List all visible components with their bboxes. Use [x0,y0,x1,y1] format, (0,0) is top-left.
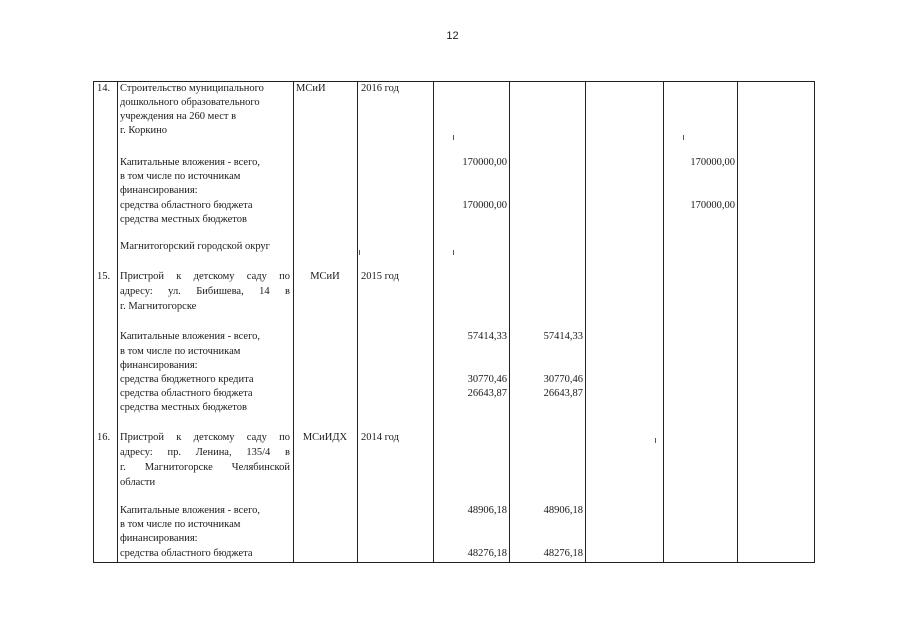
finance-label: в том числе по источникам [120,171,241,182]
year: 2016 год [361,83,399,94]
object-name-line: Пристрой к детскому саду по [120,271,290,282]
finance-label: финансирования: [120,360,198,371]
page-number: 12 [446,30,459,42]
scan-mark [359,250,360,255]
year: 2014 год [361,432,399,443]
finance-label: Капитальные вложения - всего, [120,505,260,516]
object-name-line: Пристрой к детскому саду по [120,432,290,443]
scan-mark [453,250,454,255]
finance-label: Капитальные вложения - всего, [120,157,260,168]
object-name-line: области [120,477,156,488]
object-name-line: г. Коркино [120,125,167,136]
col-rule [737,81,738,562]
finance-value: 26643,87 [543,388,583,399]
finance-value: 26643,87 [467,388,507,399]
scan-mark [453,135,454,140]
row-number: 14. [97,83,111,94]
section-heading: Магнитогорский городской округ [120,241,270,252]
col-rule [117,81,118,562]
finance-value: 48906,18 [467,505,507,516]
finance-label: в том числе по источникам [120,346,241,357]
finance-label: средства местных бюджетов [120,214,247,225]
finance-label: финансирования: [120,533,198,544]
object-name-line: г. Магнитогорске Челябинской [120,462,290,473]
table-bottom-rule [93,562,815,563]
object-name-line: Строительство муниципального [120,83,264,94]
finance-value: 170000,00 [462,157,507,168]
finance-value: 48276,18 [543,548,583,559]
finance-label: в том числе по источникам [120,519,241,530]
finance-label: финансирования: [120,185,198,196]
col-rule [293,81,294,562]
finance-value: 170000,00 [462,200,507,211]
object-name-line: учреждения на 260 мест в [120,111,237,122]
finance-label: средства областного бюджета [120,200,253,211]
finance-value: 48276,18 [467,548,507,559]
col-rule [814,81,815,562]
object-name-line: дошкольного образовательного [120,97,260,108]
row-number: 15. [97,271,111,282]
object-name-line: адресу: пр. Ленина, 135/4 в [120,447,290,458]
year: 2015 год [361,271,399,282]
col-rule [93,81,94,562]
agency: МСиИ [296,83,326,94]
finance-label: средства областного бюджета [120,388,253,399]
finance-label: Капитальные вложения - всего, [120,331,260,342]
col-rule [663,81,664,562]
finance-value: 57414,33 [467,331,507,342]
agency: МСиИ [310,271,340,282]
finance-value: 48906,18 [543,505,583,516]
col-rule [509,81,510,562]
agency: МСиИДХ [302,432,348,443]
scan-mark [683,135,684,140]
object-name-line: адресу: ул. Бибишева, 14 в [120,286,290,297]
row-number: 16. [97,432,111,443]
finance-value: 30770,46 [543,374,583,385]
scan-mark [655,438,656,443]
finance-label: средства областного бюджета [120,548,253,559]
finance-value: 57414,33 [543,331,583,342]
finance-value: 170000,00 [690,157,735,168]
finance-label: средства бюджетного кредита [120,374,254,385]
finance-label: средства местных бюджетов [120,402,247,413]
col-rule [357,81,358,562]
object-name-line: г. Магнитогорске [120,301,197,312]
col-rule [585,81,586,562]
finance-value: 170000,00 [690,200,735,211]
col-rule [433,81,434,562]
finance-value: 30770,46 [467,374,507,385]
